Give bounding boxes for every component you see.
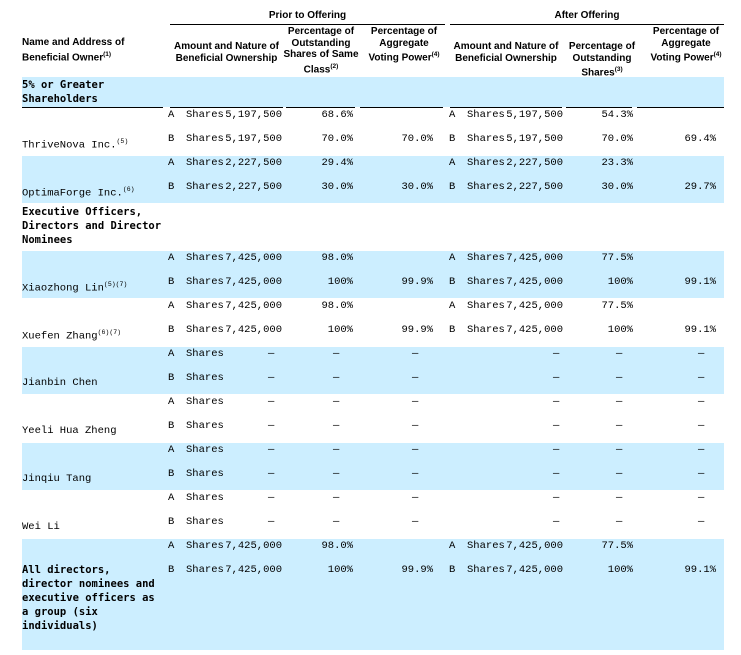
prior-amount: 2,227,500 (225, 181, 282, 193)
after-pct: 100% (607, 276, 633, 288)
prior-amount: — (268, 468, 275, 480)
prior-amount-column-header: Amount and Nature of Beneficial Ownership (174, 41, 279, 64)
prior-vote: — (412, 396, 419, 408)
after-share-unit: Shares (467, 300, 505, 312)
share-class: B (168, 276, 175, 288)
section-title-executives: Executive Officers, Directors and Director Nominees (22, 206, 162, 246)
share-class: B (168, 372, 175, 384)
owner-name-text: Wei Li (22, 521, 60, 533)
prior-vote: 99.9% (401, 564, 433, 576)
share-class: B (168, 420, 175, 432)
prior-vote: — (412, 516, 419, 528)
prior-pct: 98.0% (321, 300, 353, 312)
prior-amount: — (268, 348, 275, 360)
prior-pct: 98.0% (321, 540, 353, 552)
prior-amount: 7,425,000 (225, 252, 282, 264)
footnote-ref: (5) (116, 138, 129, 145)
divider (450, 107, 562, 108)
divider (360, 107, 443, 108)
prior-amount: — (268, 396, 275, 408)
share-unit: Shares (186, 444, 224, 456)
after-amount: 7,425,000 (506, 276, 563, 288)
row-owner-name (22, 138, 128, 152)
after-share-class: B (449, 276, 456, 288)
after-amount: 5,197,500 (506, 133, 563, 145)
after-amount-column-header: Amount and Nature of Beneficial Ownership (453, 41, 559, 64)
prior-pct: — (333, 348, 340, 360)
after-share-unit: Shares (467, 252, 505, 264)
prior-pct-column-header: Percentage of Outstanding Shares of Same Class$^{(2)}$ (283, 26, 359, 75)
prior-vote: — (412, 468, 419, 480)
divider (450, 24, 724, 25)
after-offering-heading: After Offering (554, 10, 620, 21)
after-amount: — (553, 444, 560, 456)
share-class: A (168, 109, 175, 121)
row-owner-name (22, 186, 135, 200)
prior-amount: 7,425,000 (225, 324, 282, 336)
row-owner-name (22, 425, 117, 437)
after-vote: — (698, 420, 705, 432)
after-pct: 77.5% (601, 300, 633, 312)
owner-name-text: OptimaForge Inc. (22, 187, 123, 200)
after-share-unit: Shares (467, 540, 505, 552)
prior-pct: 30.0% (321, 181, 353, 193)
after-amount: 7,425,000 (506, 324, 563, 336)
prior-vote: — (412, 492, 419, 504)
after-share-class: B (449, 181, 456, 193)
prior-offering-heading: Prior to Offering (268, 10, 347, 21)
share-class: A (168, 157, 175, 169)
after-pct: 100% (607, 324, 633, 336)
owner-name-text: ThriveNova Inc. (22, 139, 117, 152)
share-class: A (168, 492, 175, 504)
prior-vote: 99.9% (401, 324, 433, 336)
after-pct: 30.0% (601, 181, 633, 193)
prior-vote-column-header: Percentage of Aggregate Voting Power$^{(4)}$ (368, 26, 440, 64)
after-amount: 2,227,500 (506, 181, 563, 193)
after-amount: — (553, 348, 560, 360)
divider (566, 107, 632, 108)
prior-amount: 5,197,500 (225, 133, 282, 145)
row-owner-name (22, 281, 127, 295)
after-share-unit: Shares (467, 324, 505, 336)
share-unit: Shares (186, 157, 224, 169)
prior-pct: 100% (327, 564, 353, 576)
after-pct: — (616, 468, 623, 480)
row-owner-name (22, 377, 98, 389)
after-vote: 99.1% (684, 564, 716, 576)
prior-amount: 7,425,000 (225, 300, 282, 312)
after-amount: 5,197,500 (506, 109, 563, 121)
after-share-class: A (449, 252, 456, 264)
after-vote: — (698, 348, 705, 360)
after-amount: — (553, 372, 560, 384)
prior-pct: — (333, 420, 340, 432)
share-unit: Shares (186, 252, 224, 264)
after-amount: 7,425,000 (506, 252, 563, 264)
prior-amount: — (268, 516, 275, 528)
after-vote: — (698, 492, 705, 504)
after-share-unit: Shares (467, 157, 505, 169)
prior-vote: — (412, 444, 419, 456)
after-share-unit: Shares (467, 133, 505, 145)
prior-vote: — (412, 372, 419, 384)
prior-pct: 98.0% (321, 252, 353, 264)
share-unit: Shares (186, 396, 224, 408)
prior-pct: — (333, 492, 340, 504)
share-class: A (168, 396, 175, 408)
after-pct: — (616, 420, 623, 432)
after-vote: — (698, 468, 705, 480)
after-amount: 7,425,000 (506, 564, 563, 576)
share-unit: Shares (186, 564, 224, 576)
prior-pct: 100% (327, 324, 353, 336)
after-vote: — (698, 372, 705, 384)
prior-amount: — (268, 492, 275, 504)
prior-pct: — (333, 444, 340, 456)
after-share-unit: Shares (467, 109, 505, 121)
prior-pct: 100% (327, 276, 353, 288)
share-class: B (168, 468, 175, 480)
after-share-class: A (449, 157, 456, 169)
row-owner-name: All directors, director nominees and executive officers as a group (six individuals) (22, 564, 155, 632)
after-vote: — (698, 444, 705, 456)
share-class: B (168, 324, 175, 336)
after-vote: — (698, 396, 705, 408)
share-unit: Shares (186, 348, 224, 360)
after-vote: 99.1% (684, 324, 716, 336)
after-pct: 100% (607, 564, 633, 576)
row-owner-name (22, 521, 60, 533)
after-pct: 77.5% (601, 252, 633, 264)
share-class: B (168, 516, 175, 528)
share-unit: Shares (186, 133, 224, 145)
share-class: A (168, 444, 175, 456)
after-amount: — (553, 396, 560, 408)
after-amount: 7,425,000 (506, 540, 563, 552)
share-unit: Shares (186, 109, 224, 121)
owner-name-text: Xuefen Zhang (22, 330, 98, 343)
after-pct: — (616, 348, 623, 360)
row-owner-name (22, 473, 91, 485)
after-share-unit: Shares (467, 276, 505, 288)
after-pct: 23.3% (601, 157, 633, 169)
owner-name-text: Jinqiu Tang (22, 473, 92, 485)
prior-amount: — (268, 420, 275, 432)
share-class: A (168, 300, 175, 312)
after-pct: 54.3% (601, 109, 633, 121)
prior-pct: 68.6% (321, 109, 353, 121)
divider (637, 107, 724, 108)
after-share-class: B (449, 133, 456, 145)
share-unit: Shares (186, 420, 224, 432)
divider (286, 107, 355, 108)
share-unit: Shares (186, 300, 224, 312)
prior-vote: — (412, 420, 419, 432)
prior-vote: — (412, 348, 419, 360)
share-unit: Shares (186, 181, 224, 193)
after-share-class: B (449, 564, 456, 576)
prior-pct: — (333, 516, 340, 528)
after-share-unit: Shares (467, 564, 505, 576)
after-amount: — (553, 468, 560, 480)
divider (22, 107, 163, 108)
after-amount: — (553, 420, 560, 432)
divider (170, 107, 283, 108)
after-amount: 2,227,500 (506, 157, 563, 169)
prior-pct: — (333, 396, 340, 408)
after-vote: 99.1% (684, 276, 716, 288)
after-amount: — (553, 492, 560, 504)
after-share-class: A (449, 540, 456, 552)
after-share-class: B (449, 324, 456, 336)
prior-pct: 29.4% (321, 157, 353, 169)
owner-name-text: Yeeli Hua Zheng (22, 425, 117, 437)
prior-amount: — (268, 372, 275, 384)
share-class: B (168, 133, 175, 145)
owner-name-text: Jianbin Chen (22, 377, 98, 389)
prior-vote: 70.0% (401, 133, 433, 145)
after-pct: 77.5% (601, 540, 633, 552)
prior-vote: 30.0% (401, 181, 433, 193)
divider (170, 24, 445, 25)
footnote-ref: (6)(7) (97, 329, 122, 336)
after-pct: — (616, 396, 623, 408)
after-pct: — (616, 492, 623, 504)
row-owner-name (22, 329, 121, 343)
owner-name-text: Xiaozhong Lin (22, 282, 104, 295)
after-vote: 29.7% (684, 181, 716, 193)
after-pct: 70.0% (601, 133, 633, 145)
after-vote-column-header: Percentage of Aggregate Voting Power$^{(4)}$ (650, 26, 722, 64)
name-column-header: Name and Address of Beneficial Owner$^{(1)}$ (22, 37, 125, 63)
prior-pct: — (333, 468, 340, 480)
share-unit: Shares (186, 516, 224, 528)
share-class: B (168, 564, 175, 576)
share-unit: Shares (186, 372, 224, 384)
prior-amount: 2,227,500 (225, 157, 282, 169)
share-unit: Shares (186, 492, 224, 504)
after-pct: — (616, 372, 623, 384)
prior-pct: 70.0% (321, 133, 353, 145)
prior-amount: — (268, 444, 275, 456)
after-share-class: A (449, 109, 456, 121)
share-unit: Shares (186, 540, 224, 552)
prior-vote: 99.9% (401, 276, 433, 288)
after-amount: — (553, 516, 560, 528)
share-unit: Shares (186, 324, 224, 336)
share-class: B (168, 181, 175, 193)
footnote-ref: (6) (122, 186, 135, 193)
prior-pct: — (333, 372, 340, 384)
prior-amount: 7,425,000 (225, 564, 282, 576)
section-title-greater-shareholders: 5% or Greater Shareholders (22, 79, 105, 105)
share-class: A (168, 252, 175, 264)
share-unit: Shares (186, 468, 224, 480)
after-pct-column-header: Percentage of Outstanding Shares$^{(3)}$ (568, 41, 636, 79)
after-share-unit: Shares (467, 181, 505, 193)
share-class: A (168, 348, 175, 360)
after-pct: — (616, 516, 623, 528)
prior-amount: 5,197,500 (225, 109, 282, 121)
share-unit: Shares (186, 276, 224, 288)
after-vote: 69.4% (684, 133, 716, 145)
footnote-ref: (5)(7) (103, 281, 128, 288)
prior-amount: 7,425,000 (225, 540, 282, 552)
after-amount: 7,425,000 (506, 300, 563, 312)
prior-amount: 7,425,000 (225, 276, 282, 288)
share-class: A (168, 540, 175, 552)
after-vote: — (698, 516, 705, 528)
after-pct: — (616, 444, 623, 456)
after-share-class: A (449, 300, 456, 312)
